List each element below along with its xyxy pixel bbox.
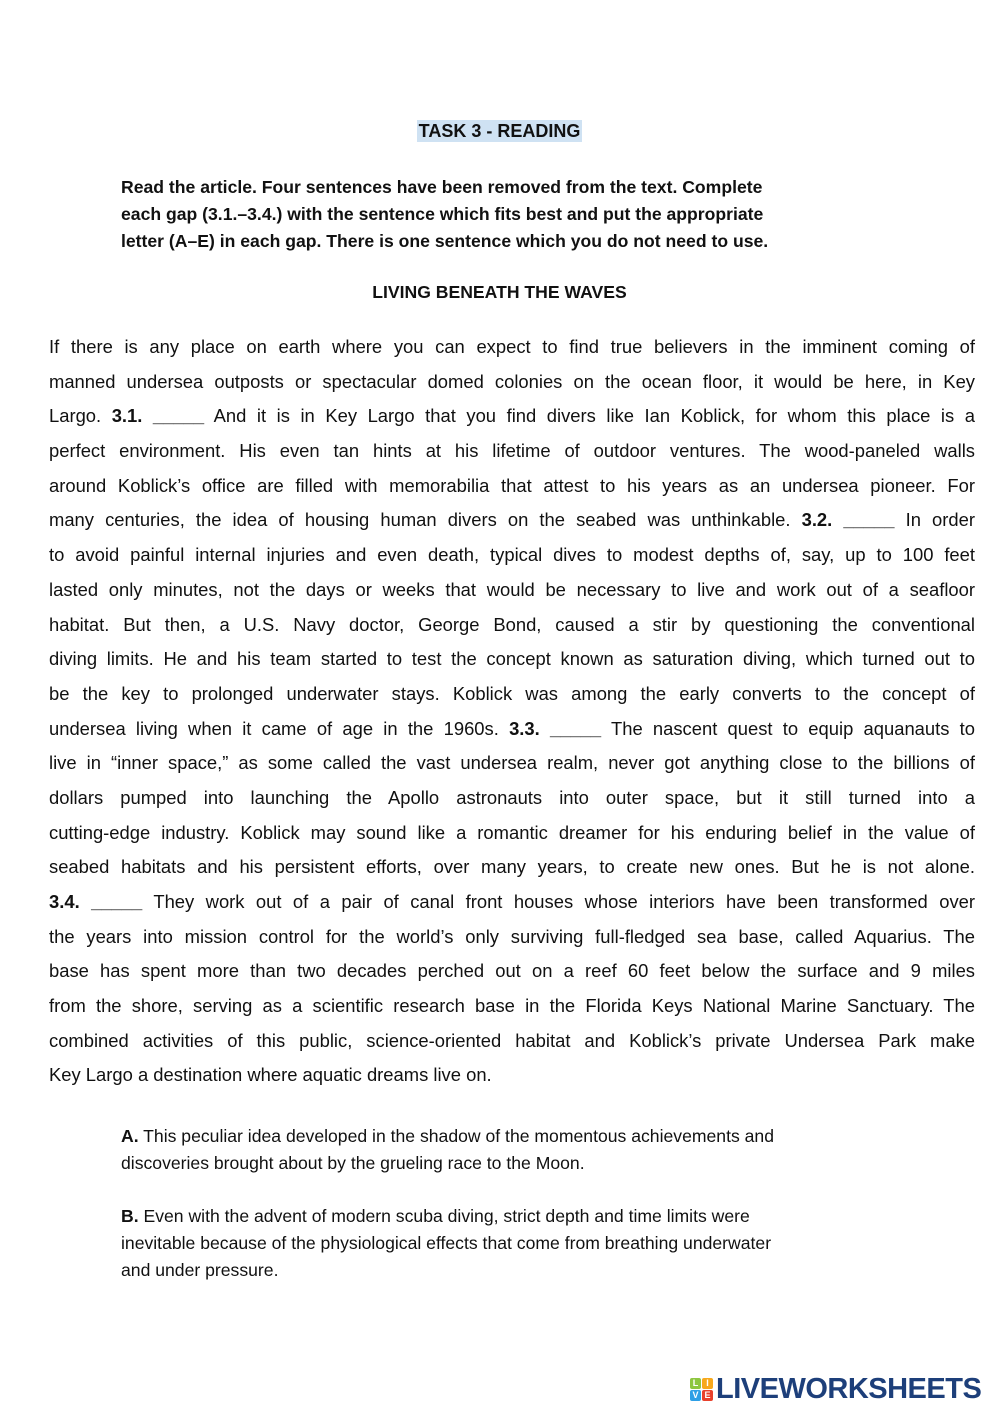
instruction-line: letter (A–E) in each gap. There is one sentence which you do not need to use. [121, 231, 769, 251]
article-line: dollars pumped into launching the Apollo astronauts into outer space, but it still turned into a [49, 786, 975, 808]
option-b [121, 1203, 881, 1284]
logo-mark-letter: E [702, 1390, 713, 1401]
article-line: base has spent more than two decades perched out on a reef 60 feet below the surface and 9 miles [49, 960, 975, 982]
instructions [121, 174, 881, 255]
article-line: cutting-edge industry. Koblick may sound like a romantic dreamer for his enduring belief in the value of [49, 821, 975, 843]
logo-text: LIVEWORKSHEETS [716, 1373, 982, 1405]
article-line: be the key to prolonged underwater stays. Koblick was among the early converts to the concept of [49, 682, 975, 704]
article-line: Key Largo a destination where aquatic dreams live on. [49, 1064, 492, 1086]
logo-mark-letter: L [690, 1378, 701, 1389]
logo-mark-letter: V [690, 1390, 701, 1401]
task-title-text: TASK 3 - READING [418, 121, 581, 141]
article-line: undersea living when it came of age in the 1960s. 3.3. _____ The nascent quest to equip aquanauts to [49, 717, 975, 739]
option-a [121, 1123, 881, 1177]
article-line: lasted only minutes, not the days or weeks that would be necessary to live and work out of a seafloor [49, 578, 975, 600]
liveworksheets-logo [690, 1373, 981, 1406]
gap-3-3[interactable]: 3.3. _____ [509, 717, 602, 739]
option-letter: A. [121, 1126, 139, 1146]
option-line: inevitable because of the physiological effects that come from breathing underwater [121, 1233, 772, 1253]
option-line: B. Even with the advent of modern scuba diving, strict depth and time limits were [121, 1206, 750, 1226]
gap-3-1[interactable]: 3.1. _____ [111, 405, 205, 427]
gap-3-2[interactable]: 3.2. _____ [801, 509, 895, 531]
article-line: many centuries, the idea of housing human divers on the seabed was unthinkable. 3.2. _____ In order [49, 509, 975, 531]
article-line: combined activities of this public, science-oriented habitat and Koblick’s private Undersea Park make [49, 1029, 975, 1051]
option-line: A. This peculiar idea developed in the shadow of the momentous achievements and [121, 1126, 775, 1146]
article-line: seabed habitats and his persistent efforts, over many years, to create new ones. But he is not alone. [49, 856, 975, 878]
article-line: Largo. 3.1. _____ And it is in Key Largo that you find divers like Ian Koblick, for whom this place is a [49, 405, 975, 427]
article-title: LIVING BENEATH THE WAVES [372, 282, 627, 302]
article-line: around Koblick’s office are filled with memorabilia that attest to his years as an undersea pioneer. For [49, 474, 975, 496]
answer-options [121, 1123, 881, 1310]
article-body [49, 332, 975, 1095]
article-line: to avoid painful internal injuries and even death, typical dives to modest depths of, say, up to 100 feet [49, 544, 975, 566]
option-letter: B. [121, 1206, 139, 1226]
article-line: manned undersea outposts or spectacular domed colonies on the ocean floor, it would be here, in Key [49, 370, 975, 392]
article-line: perfect environment. His even tan hints at his lifetime of outdoor ventures. The wood-paneled walls [49, 440, 975, 462]
gap-3-4[interactable]: 3.4. _____ [49, 891, 143, 912]
article-line: live in “inner space,” as some called the vast undersea realm, never got anything close to the billions of [49, 752, 975, 774]
article-line: If there is any place on earth where you can expect to find true believers in the imminent coming of [49, 336, 975, 357]
article-line: the years into mission control for the world’s only surviving full-fledged sea base, called Aquarius. The [49, 925, 975, 947]
instruction-line: each gap (3.1.–3.4.) with the sentence which fits best and put the appropriate [121, 204, 764, 224]
article-line: habitat. But then, a U.S. Navy doctor, George Bond, caused a stir by questioning the conventional [49, 613, 975, 635]
logo-mark-icon [690, 1378, 713, 1401]
task-title [0, 121, 999, 142]
option-line: discoveries brought about by the grueling race to the Moon. [121, 1153, 585, 1173]
logo-mark-letter: I [702, 1378, 713, 1389]
article-line: from the shore, serving as a scientific research base in the Florida Keys National Marine Sanctuary. The [49, 995, 975, 1017]
instruction-line: Read the article. Four sentences have been removed from the text. Complete [121, 177, 763, 197]
article-line: 3.4. _____ They work out of a pair of canal front houses whose interiors have been transformed over [49, 891, 975, 912]
article-line: diving limits. He and his team started to test the concept known as saturation diving, which turned out to [49, 648, 975, 670]
option-line: and under pressure. [121, 1260, 279, 1280]
